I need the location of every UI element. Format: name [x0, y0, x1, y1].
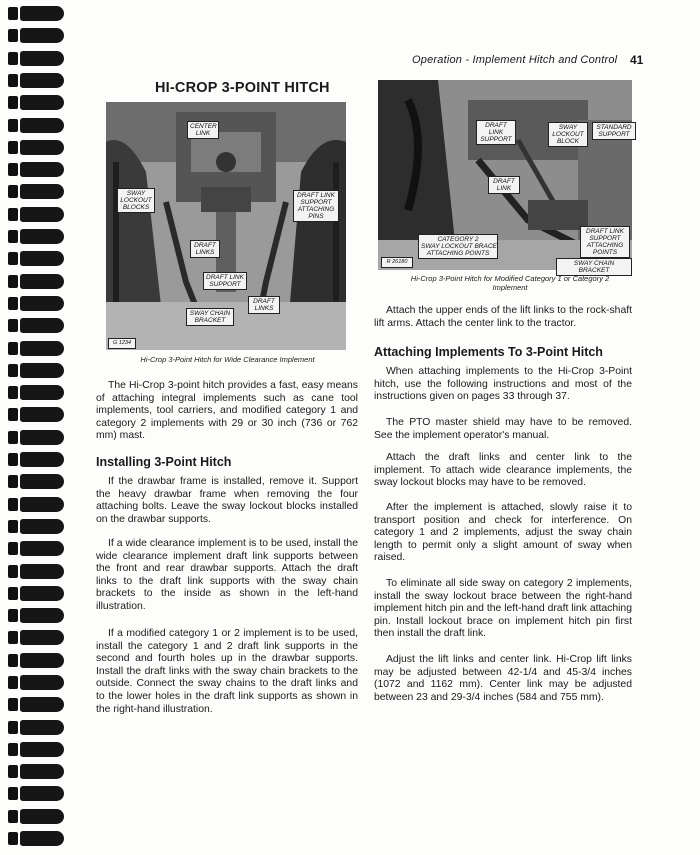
binding-hole [8, 743, 18, 756]
left-photo-caption: Hi-Crop 3-Point Hitch for Wide Clearance Implement [140, 355, 315, 364]
page-number: 41 [630, 53, 644, 67]
install-heading: Installing 3-Point Hitch [96, 455, 232, 469]
eliminate-sway-paragraph: To eliminate all side sway on category 2 implements, install the sway lockout brace between the right-hand implement hitch pin and the left-hand draft link attaching pin. Install lockout brace on implement hitch pin first then install the draft link. [374, 578, 632, 640]
binding-hole [8, 498, 18, 511]
binding-wire [20, 786, 64, 801]
binding-hole [8, 364, 18, 377]
install-paragraph-2: If a wide clearance implement is to be used, install the wide clearance implement draft link supports between the front and rear drawbar supports. Attach the draft links to the draft link supports with the sway chain brackets to the inside as shown in the left-hand illustration. [96, 538, 358, 612]
binding-ring [8, 274, 64, 289]
binding-hole [8, 654, 18, 667]
intro-paragraph: The Hi-Crop 3-point hitch provides a fast, easy means of attaching integral implements such as cane tool implements, tool carriers, and modified category 1 and category 2 implements with 29 or 30 inch (736 or 762 mm) mast. [96, 380, 358, 442]
binding-hole [8, 163, 18, 176]
binding-wire [20, 541, 64, 556]
binding-wire [20, 697, 64, 712]
binding-ring [8, 363, 64, 378]
binding-wire [20, 28, 64, 43]
callout-sway-chain-bracket-r: SWAY CHAIN BRACKET [556, 258, 632, 276]
binding-ring [8, 28, 64, 43]
callout-sway-lockout-blocks: SWAY LOCKOUT BLOCKS [117, 188, 155, 213]
binding-ring [8, 341, 64, 356]
binding-ring [8, 318, 64, 333]
binding-wire [20, 251, 64, 266]
binding-hole [8, 565, 18, 578]
binding-hole [8, 252, 18, 265]
binding-ring [8, 786, 64, 801]
binding-hole [8, 96, 18, 109]
binding-ring [8, 118, 64, 133]
binding-wire [20, 207, 64, 222]
binding-wire [20, 831, 64, 846]
binding-ring [8, 296, 64, 311]
binding-hole [8, 208, 18, 221]
binding-wire [20, 95, 64, 110]
binding-ring [8, 51, 64, 66]
binding-wire [20, 184, 64, 199]
binding-hole [8, 631, 18, 644]
photo-id-left: G 1234 [108, 338, 136, 349]
binding-ring [8, 73, 64, 88]
binding-ring [8, 251, 64, 266]
binding-hole [8, 609, 18, 622]
binding-wire [20, 341, 64, 356]
binding-wire [20, 675, 64, 690]
binding-wire [20, 764, 64, 779]
binding-hole [8, 787, 18, 800]
install-paragraph-3: If a modified category 1 or 2 implement is to be used, install the category 1 and 2 draft link supports in the second and fourth holes up in the drawbar supports. Install the draft links with the sway chain brackets to the outside. Connect the sway chains to the draft links and to the lower holes in the draft link supports as shown in the right-hand illustration. [96, 628, 358, 715]
binding-wire [20, 140, 64, 155]
callout-draft-link-support-r: DRAFT LINK SUPPORT [476, 120, 516, 145]
binding-wire [20, 519, 64, 534]
binding-hole [8, 676, 18, 689]
binding-ring [8, 630, 64, 645]
callout-center-link: CENTER LINK [187, 121, 219, 139]
binding-wire [20, 497, 64, 512]
binding-wire [20, 407, 64, 422]
binding-ring [8, 140, 64, 155]
binding-ring [8, 229, 64, 244]
page-title: HI-CROP 3-POINT HITCH [155, 80, 330, 96]
binding-wire [20, 608, 64, 623]
binding-hole [8, 119, 18, 132]
callout-draft-link-r: DRAFT LINK [488, 176, 520, 194]
binding-wire [20, 73, 64, 88]
binding-ring [8, 407, 64, 422]
binding-hole [8, 587, 18, 600]
attaching-heading: Attaching Implements To 3-Point Hitch [374, 345, 603, 359]
binding-hole [8, 342, 18, 355]
callout-draft-link-support: DRAFT LINK SUPPORT [203, 272, 247, 290]
binding-wire [20, 564, 64, 579]
binding-hole [8, 810, 18, 823]
callout-draft-links-2: DRAFT LINKS [248, 296, 280, 314]
binding-ring [8, 697, 64, 712]
binding-wire [20, 296, 64, 311]
binding-hole [8, 275, 18, 288]
binding-wire [20, 630, 64, 645]
binding-wire [20, 363, 64, 378]
binding-hole [8, 520, 18, 533]
binding-ring [8, 385, 64, 400]
binding-ring [8, 452, 64, 467]
binding-ring [8, 653, 64, 668]
binding-hole [8, 386, 18, 399]
binding-wire [20, 742, 64, 757]
binding-ring [8, 831, 64, 846]
binding-ring [8, 519, 64, 534]
binding-wire [20, 809, 64, 824]
binding-wire [20, 162, 64, 177]
binding-ring [8, 764, 64, 779]
binding-wire [20, 385, 64, 400]
binding-ring [8, 586, 64, 601]
binding-hole [8, 7, 18, 20]
page-header [412, 54, 617, 66]
binding-hole [8, 297, 18, 310]
binding-hole [8, 542, 18, 555]
callout-sway-chain-bracket: SWAY CHAIN BRACKET [186, 308, 234, 326]
binding-ring [8, 675, 64, 690]
callout-draft-link-support-pins: DRAFT LINK SUPPORT ATTACHING PINS [293, 190, 339, 222]
binding-wire [20, 474, 64, 489]
binding-wire [20, 229, 64, 244]
binding-ring [8, 162, 64, 177]
right-photo-caption: Hi-Crop 3-Point Hitch for Modified Category 1 or Category 2 Implement [410, 274, 610, 292]
binding-hole [8, 230, 18, 243]
binding-ring [8, 184, 64, 199]
binding-ring [8, 474, 64, 489]
binding-ring [8, 564, 64, 579]
binding-wire [20, 318, 64, 333]
binding-hole [8, 453, 18, 466]
adjust-links-paragraph: Adjust the lift links and center link. Hi-Crop lift links may be adjusted between 42-1/4 and 45-3/4 inches (1072 and 1162 mm). Center link may be adjusted between 23 and 29-3/4 inches (584 and 755 mm). [374, 654, 632, 703]
binding-hole [8, 431, 18, 444]
binding-hole [8, 698, 18, 711]
section-title: Operation - Implement Hitch and Control [412, 54, 618, 66]
install-paragraph-1: If the drawbar frame is installed, remove it. Support the heavy drawbar frame when removing the four attaching bolts. Leave the sway lockout blocks installed on the drawbar supports. [96, 476, 358, 525]
callout-draft-links: DRAFT LINKS [190, 240, 220, 258]
binding-hole [8, 721, 18, 734]
binding-hole [8, 141, 18, 154]
binding-ring [8, 95, 64, 110]
binding-ring [8, 207, 64, 222]
binding-ring [8, 497, 64, 512]
binding-wire [20, 51, 64, 66]
callout-category-2: CATEGORY 2 SWAY LOCKOUT BRACE ATTACHING POINTS [418, 234, 498, 259]
binding-ring [8, 541, 64, 556]
binding-ring [8, 809, 64, 824]
callout-standard-support: STANDARD SUPPORT [592, 122, 636, 140]
binding-wire [20, 452, 64, 467]
photo-id-right: R 26180 [381, 257, 413, 268]
binding-wire [20, 274, 64, 289]
callout-draft-link-support-points: DRAFT LINK SUPPORT ATTACHING POINTS [580, 226, 630, 258]
binding-ring [8, 430, 64, 445]
spiral-binding [0, 0, 70, 855]
binding-hole [8, 74, 18, 87]
attach-draft-paragraph: Attach the draft links and center link to the implement. To attach wide clearance implements, the sway lockout blocks may have to be removed. [374, 452, 632, 489]
after-attached-paragraph: After the implement is attached, slowly raise it to transport position and check for interference. On category 1 and 2 implements, adjust the sway chain length to permit only a slight amount of sway when raised. [374, 502, 632, 564]
binding-hole [8, 29, 18, 42]
binding-ring [8, 608, 64, 623]
binding-hole [8, 408, 18, 421]
binding-hole [8, 475, 18, 488]
binding-wire [20, 6, 64, 21]
attach-upper-paragraph: Attach the upper ends of the lift links to the rock-shaft lift arms. Attach the center link to the tractor. [374, 305, 632, 329]
binding-wire [20, 118, 64, 133]
pto-paragraph: The PTO master shield may have to be removed. See the implement operator's manual. [374, 417, 632, 441]
binding-wire [20, 653, 64, 668]
binding-hole [8, 52, 18, 65]
binding-hole [8, 185, 18, 198]
binding-wire [20, 430, 64, 445]
callout-sway-lockout-block: SWAY LOCKOUT BLOCK [548, 122, 588, 147]
binding-hole [8, 832, 18, 845]
when-attaching-paragraph: When attaching implements to the Hi-Crop 3-Point hitch, use the following instructions and most of the instructions given on pages 33 through 37. [374, 366, 632, 403]
binding-hole [8, 765, 18, 778]
binding-ring [8, 6, 64, 21]
binding-ring [8, 720, 64, 735]
binding-hole [8, 319, 18, 332]
binding-ring [8, 742, 64, 757]
binding-wire [20, 586, 64, 601]
binding-wire [20, 720, 64, 735]
